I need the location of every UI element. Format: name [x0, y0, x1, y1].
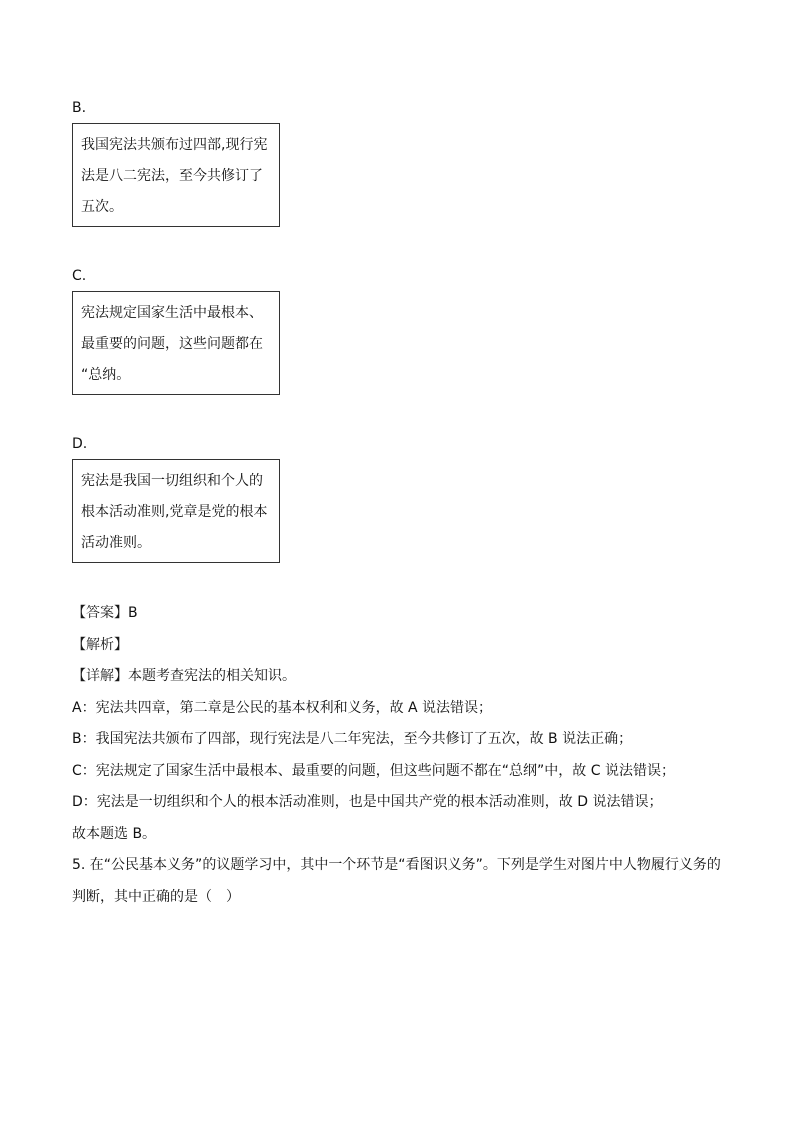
answer-value: B — [128, 605, 138, 621]
analysis-conclusion: 故本题选 B。 — [72, 825, 157, 842]
option-d-box[interactable] — [72, 459, 280, 563]
option-c-box[interactable] — [72, 291, 280, 395]
analysis-line-c: C：宪法规定了国家生活中最根本、最重要的问题，但这些问题不都在“总纲”中，故 C 说法错误； — [72, 762, 675, 779]
detail-text: 本题考查宪法的相关知识。 — [128, 668, 296, 684]
analysis-line-a: A：宪法共四章，第二章是公民的基本权利和义务，故 A 说法错误； — [72, 699, 493, 716]
analysis-tag: 【解析】 — [72, 636, 128, 653]
option-b-box[interactable] — [72, 123, 280, 227]
answer-tag: 【答案】 — [72, 605, 128, 621]
detail-row — [72, 661, 732, 693]
option-d-line-3: 活动准则。 — [81, 535, 151, 551]
question-5-line-1: 5. 在“公民基本义务”的议题学习中，其中一个环节是“看图识义务”。下列是学生对图片中人物履行义务的 — [72, 857, 721, 873]
option-b-line-3: 五次。 — [81, 199, 123, 215]
detail-tag: 【详解】 — [72, 668, 128, 684]
analysis-line-b: B：我国宪法共颁布了四部，现行宪法是八二年宪法，至今共修订了五次，故 B 说法正确； — [72, 731, 633, 747]
analysis-heading — [72, 630, 732, 662]
option-b-line-1: 我国宪法共颁布过四部,现行宪 — [81, 137, 268, 153]
option-c-line-2: 最重要的问题，这些问题都在 — [81, 336, 263, 352]
option-c-line-3: “总纳。 — [81, 367, 131, 383]
option-d-line-1: 宪法是我国一切组织和个人的 — [81, 473, 263, 489]
option-b-line-2: 法是八二宪法，至今共修订了 — [81, 168, 263, 184]
answer-row — [72, 598, 732, 630]
answer-analysis-section — [72, 598, 732, 913]
option-d-line-2: 根本活动准则,党章是党的根本 — [81, 504, 268, 520]
option-d-label: D. — [72, 436, 88, 452]
option-b-label: B. — [72, 100, 87, 116]
analysis-line-d: D：宪法是一切组织和个人的根本活动准则，也是中国共产党的根本活动准则，故 D 说法错误； — [72, 794, 663, 810]
option-c-line-1: 宪法规定国家生活中最根本、 — [81, 305, 263, 321]
option-c-label: C. — [72, 268, 87, 284]
question-5-line-2: 判断，其中正确的是（ ） — [72, 888, 240, 905]
